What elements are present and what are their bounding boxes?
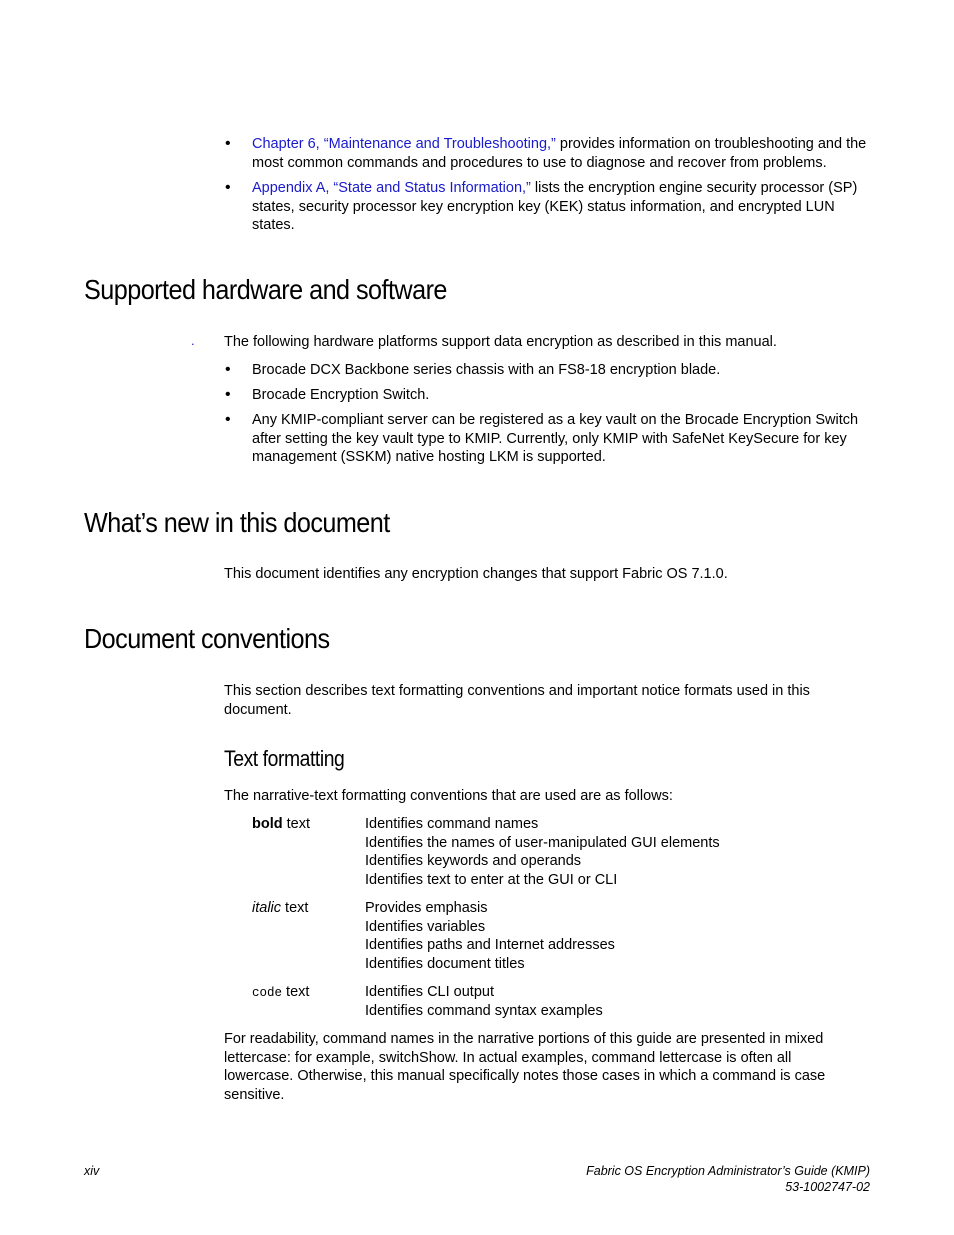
appendix-a-link[interactable]: Appendix A, “State and Status Information,” [252, 180, 531, 196]
paragraph-marker: . [191, 333, 195, 348]
whats-new-text: This document identifies any encryption changes that support Fabric OS 7.1.0. [224, 566, 728, 582]
term-rest: text [281, 900, 309, 916]
bullet-text: Brocade DCX Backbone series chassis with an FS8-18 encryption blade. [252, 362, 721, 378]
section-heading-conventions: Document conventions [84, 623, 330, 654]
term-styled: code [252, 986, 283, 1000]
description-line: Provides emphasis [365, 900, 488, 916]
bullet-icon: • [225, 179, 231, 196]
bullet-icon: • [225, 361, 231, 378]
conventions-text: This section describes text formatting conventions and important notice formats used in this document. [224, 683, 810, 718]
section-heading-supported: Supported hardware and software [84, 274, 447, 305]
list-item [225, 135, 872, 172]
list-item [225, 386, 872, 405]
term-styled: bold [252, 816, 283, 832]
term-rest: text [282, 816, 311, 832]
section-heading-whats-new: What’s new in this document [84, 507, 390, 538]
format-description [365, 899, 615, 974]
list-item [225, 179, 872, 235]
bullet-text: provides information on troubleshooting and the most common commands and procedures to use to diagnose and recover from problems. [252, 136, 867, 171]
term-rest: text [282, 984, 310, 1000]
description-line: Identifies command names [365, 816, 539, 832]
bullet-text: lists the encryption engine security processor (SP) states, security processor key encryption key (KEK) status information, and encrypted LUN states. [252, 180, 858, 234]
bullet-text: Brocade Encryption Switch. [252, 387, 430, 403]
bullet-icon: • [225, 135, 231, 152]
bullet-icon: • [225, 386, 231, 403]
description-line: Identifies paths and Internet addresses [365, 937, 615, 954]
bullet-text: Any KMIP-compliant server can be registered as a key vault on the Brocade Encryption Switch after setting the key vault type to KMIP. Currently, only KMIP with SafeNet KeySecure for key management (SSKM) native hosting LKM is supported. [252, 412, 859, 466]
subsection-heading-text-formatting: Text formatting [224, 746, 345, 771]
description-line: Identifies document titles [365, 956, 525, 973]
footer-title: Fabric OS Encryption Administrator’s Guide (KMIP) [586, 1164, 870, 1178]
supported-intro: The following hardware platforms support data encryption as described in this manual. [224, 334, 777, 350]
chapter-6-link[interactable]: Chapter 6, “Maintenance and Troubleshooting,” [252, 136, 556, 152]
text-formatting-intro: The narrative-text formatting conventions that are used are as follows: [224, 788, 673, 804]
list-item [225, 411, 872, 467]
description-line: Identifies text to enter at the GUI or CLI [365, 872, 618, 889]
format-term-italic [252, 899, 308, 918]
bullet-icon: • [225, 411, 231, 428]
format-term-code [252, 983, 309, 1003]
description-line: Identifies keywords and operands [365, 853, 582, 870]
format-term-bold [252, 815, 310, 834]
page-number: xiv [84, 1164, 100, 1178]
description-line: Identifies command syntax examples [365, 1002, 603, 1019]
footer-doc-info [586, 1163, 870, 1195]
list-item [225, 361, 872, 380]
description-line: Identifies the names of user-manipulated GUI elements [365, 834, 720, 851]
format-description [365, 815, 720, 890]
description-line: Identifies CLI output [365, 984, 494, 1000]
description-line: Identifies variables [365, 918, 486, 935]
footer-doc-number: 53-1002747-02 [785, 1180, 870, 1194]
format-description [365, 983, 603, 1020]
text-formatting-closing: For readability, command names in the narrative portions of this guide are presented in mixed lettercase: for example, switchShow. In actual examples, command lettercase is often all lowercase. Otherwise, this manual specifically notes those cases in which a command is case sensitive. [224, 1031, 826, 1104]
term-styled: italic [252, 900, 282, 916]
